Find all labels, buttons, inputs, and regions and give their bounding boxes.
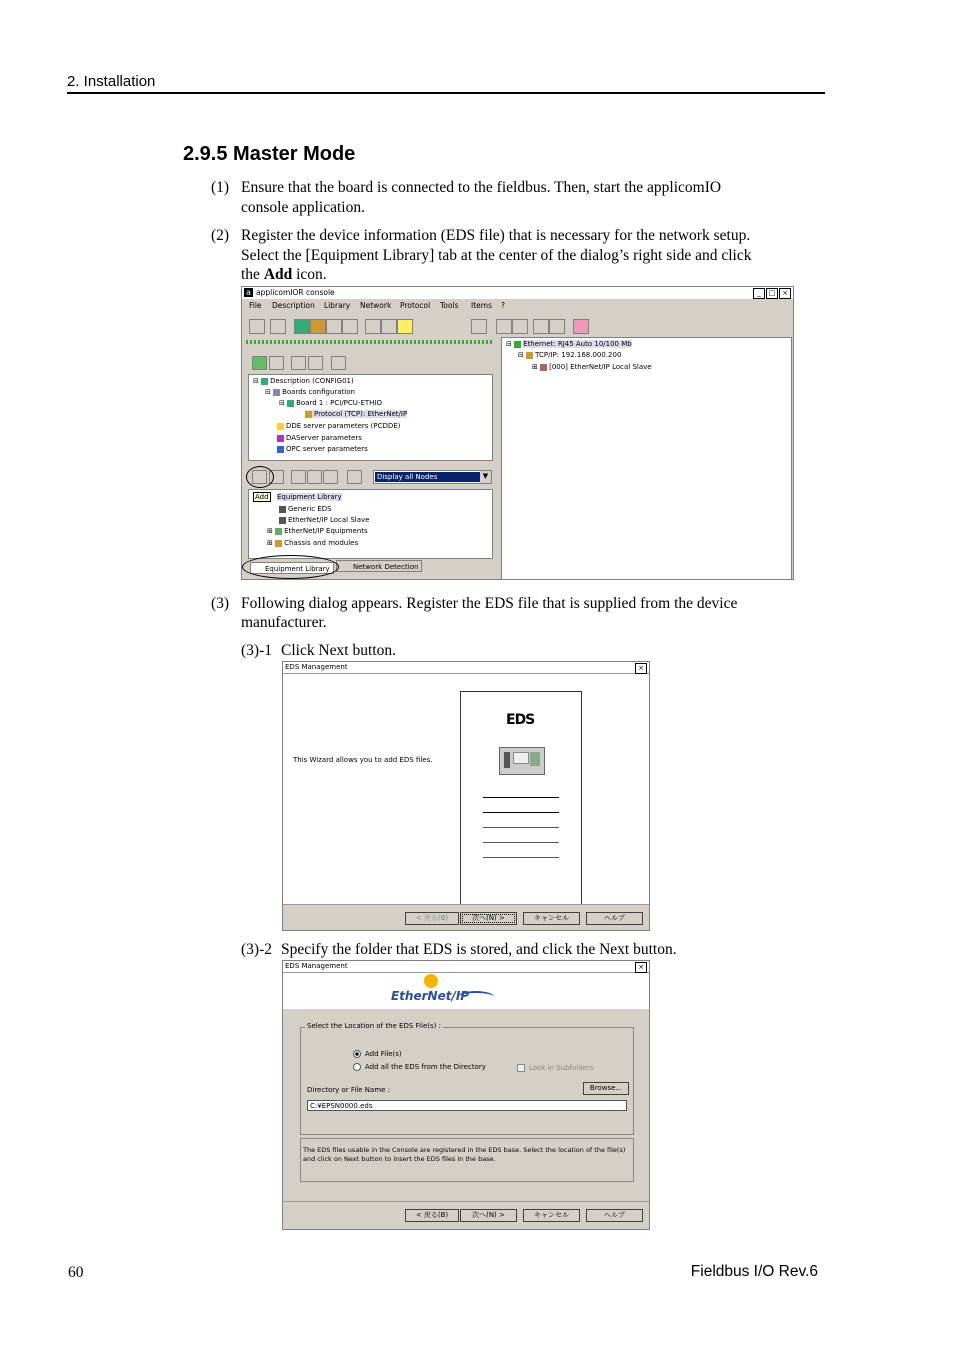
card-line: [483, 857, 559, 858]
path-input[interactable]: C:¥EPSN0000.eds: [307, 1100, 627, 1111]
step-3: [211, 594, 811, 634]
window-icon[interactable]: [365, 319, 381, 334]
eds-wizard-2: [282, 960, 650, 1230]
step-text: console application.: [241, 199, 365, 216]
step-number: (1): [211, 179, 230, 196]
list-icon[interactable]: [533, 319, 549, 334]
console-titlebar: [242, 287, 793, 299]
tree-item[interactable]: EtherNet/IP Local Slave: [279, 516, 369, 524]
filter-select[interactable]: [373, 470, 492, 484]
help-button[interactable]: ヘルプ: [586, 1209, 643, 1222]
browse-button[interactable]: Browse...: [583, 1082, 629, 1095]
eds-wizard-1-title: EDS Management: [285, 663, 348, 671]
tree-item[interactable]: ⊞ Chassis and modules: [267, 539, 359, 547]
save-icon[interactable]: [249, 319, 265, 334]
device-icon: [499, 747, 545, 775]
checkbox-subfolders[interactable]: Look in Subfolders: [517, 1064, 594, 1072]
substep-3-2: [241, 940, 801, 960]
diagnostic-icon[interactable]: [326, 319, 342, 334]
help-text: and click on Next button to insert the EDS files in the base.: [303, 1155, 496, 1163]
header-rule: [67, 92, 825, 94]
step-text: Following dialog appears. Register the EDS file that is supplied from the device: [241, 595, 738, 612]
eds-wizard-2-title: EDS Management: [285, 962, 348, 970]
tree-item[interactable]: ⊟ TCP/IP: 192.168.000.200: [518, 351, 622, 359]
tree-item[interactable]: ⊟ Board 1 : PCI/PCU-ETHIO: [279, 399, 382, 407]
download-icon[interactable]: [310, 319, 326, 334]
edit-icon[interactable]: [291, 470, 306, 484]
grid-icon[interactable]: [512, 319, 528, 334]
chevron-down-icon[interactable]: ▼: [480, 471, 491, 483]
ethernet-ip-logo: EtherNet/IP: [391, 989, 470, 1003]
tree-item[interactable]: DAServer parameters: [277, 434, 362, 442]
camera-icon[interactable]: [342, 319, 358, 334]
help-button[interactable]: ヘルプ: [586, 912, 643, 925]
eds-card-label: EDS: [506, 712, 535, 728]
dir-label: Directory or File Name :: [307, 1086, 391, 1094]
callout-add-ellipse: [246, 466, 274, 488]
step-text: manufacturer.: [241, 614, 327, 631]
menu-help[interactable]: ?: [501, 301, 505, 310]
substep-number: (3)-1: [241, 642, 272, 659]
step-text: the Add icon.: [241, 266, 327, 283]
step-2: [211, 226, 811, 286]
console-title: applicomIOR console: [256, 288, 335, 297]
next-button[interactable]: 次へ(N) >: [460, 1209, 517, 1222]
properties-icon[interactable]: [496, 319, 512, 334]
step-number: (3): [211, 595, 230, 612]
page-number: 60: [68, 1264, 84, 1281]
app-icon: a: [244, 288, 253, 297]
add-keyword: Add: [263, 266, 293, 283]
eds-wizard-2-titlebar: [283, 961, 649, 973]
card-line: [483, 842, 559, 843]
location-group-label: Select the Location of the EDS File(s) :: [307, 1022, 441, 1030]
tree-item[interactable]: ⊞ [000] EtherNet/IP Local Slave: [532, 363, 652, 371]
wizard-button-bar: [283, 904, 649, 931]
card-line: [483, 797, 559, 798]
tree-item[interactable]: ⊟ Description (CONFIG01): [253, 377, 354, 385]
description-tree: [248, 374, 493, 461]
cancel-button[interactable]: キャンセル: [523, 912, 580, 925]
section-heading: 2.9.5 Master Mode: [183, 143, 356, 165]
filter-select-value: Display all Nodes: [375, 472, 480, 482]
tree-item-selected[interactable]: Protocol (TCP): EtherNet/IP: [305, 410, 407, 418]
help-text: The EDS files usable in the Console are registered in the EDS base. Select the location of the file(s): [303, 1146, 626, 1154]
back-button[interactable]: < 戻る(B): [405, 1209, 459, 1222]
tree-item[interactable]: Equipment Library: [277, 493, 342, 501]
separator: [283, 1201, 649, 1202]
close-button[interactable]: ×: [635, 962, 647, 973]
tree-item[interactable]: DDE server parameters (PCDDE): [277, 422, 400, 430]
menu-description[interactable]: Description: [272, 301, 315, 310]
board-icon[interactable]: [269, 356, 284, 370]
tool-icon[interactable]: [573, 319, 589, 334]
maximize-button[interactable]: □: [766, 288, 778, 299]
card-line: [483, 827, 559, 828]
radio-add-directory[interactable]: Add all the EDS from the Directory: [353, 1063, 486, 1071]
paste-icon[interactable]: [308, 356, 323, 370]
substep-number: (3)-2: [241, 941, 272, 958]
network-tree: [501, 337, 792, 580]
grid-view-icon[interactable]: [347, 470, 362, 484]
chart-icon[interactable]: [549, 319, 565, 334]
pane-grip: [246, 340, 493, 344]
print-icon[interactable]: [270, 319, 286, 334]
question-icon[interactable]: [397, 319, 413, 334]
delete-icon[interactable]: [471, 319, 487, 334]
substep-3-1: [241, 641, 741, 661]
running-header: 2. Installation: [67, 73, 156, 90]
tree-item[interactable]: ⊟ Boards configuration: [265, 388, 355, 396]
back-button[interactable]: < 戻る(B): [405, 912, 459, 925]
menu-protocol[interactable]: Protocol: [400, 301, 431, 310]
library-tree: [248, 489, 493, 559]
add-board-icon[interactable]: [252, 356, 267, 370]
menu-library[interactable]: Library: [324, 301, 351, 310]
tree-item[interactable]: ⊞ EtherNet/IP Equipments: [267, 527, 368, 535]
step-text: Register the device information (EDS file) that is necessary for the network setup.: [241, 227, 751, 244]
next-button[interactable]: 次へ(N) >: [460, 912, 517, 925]
substep-text: Click Next button.: [281, 642, 396, 659]
tab-equipment-library[interactable]: Equipment Library: [250, 562, 334, 574]
logo-swoosh: [458, 991, 494, 1003]
menu-network[interactable]: Network: [360, 301, 392, 310]
step-text: Ensure that the board is connected to the fieldbus. Then, start the applicomIO: [241, 179, 722, 196]
logo-sun-icon: [424, 974, 438, 988]
radio-add-files[interactable]: Add File(s): [353, 1050, 402, 1058]
substep-text: Specify the folder that EDS is stored, and click the Next button.: [281, 941, 677, 958]
cancel-button[interactable]: キャンセル: [523, 1209, 580, 1222]
menu-bar: [242, 300, 793, 312]
help-text-box: [300, 1138, 634, 1182]
menu-file[interactable]: File: [249, 301, 262, 310]
search-icon[interactable]: [331, 356, 346, 370]
tree-item[interactable]: Generic EDS: [279, 505, 332, 513]
split-window-icon[interactable]: [381, 319, 397, 334]
minimize-button[interactable]: _: [753, 288, 765, 299]
export-icon[interactable]: [323, 470, 338, 484]
menu-tools[interactable]: Tools: [440, 301, 459, 310]
close-button[interactable]: ×: [635, 663, 647, 674]
close-button[interactable]: ×: [779, 288, 791, 299]
card-line: [483, 812, 559, 813]
connect-icon[interactable]: [294, 319, 310, 334]
tree-item[interactable]: ⊟ Ethernet: RJ45 Auto 10/100 Mb: [506, 340, 632, 348]
wizard-message: This Wizard allows you to add EDS files.: [293, 756, 433, 764]
callout-tab-ellipse: [242, 555, 339, 579]
add-tooltip: Add: [255, 493, 269, 501]
tab-network-detection[interactable]: Network Detection: [336, 560, 422, 572]
wizard-banner: [283, 973, 649, 1009]
eds-wizard-1: [282, 661, 650, 931]
menu-items[interactable]: Items: [471, 301, 492, 310]
step-text: Select the [Equipment Library] tab at the center of the dialog’s right side and click: [241, 247, 752, 264]
arrow-right-icon[interactable]: [307, 470, 322, 484]
location-group: [300, 1022, 634, 1135]
console-window: [241, 286, 794, 580]
copy-icon[interactable]: [291, 356, 306, 370]
eds-card: [460, 691, 582, 905]
tree-item[interactable]: OPC server parameters: [277, 445, 368, 453]
document-title: Fieldbus I/O Rev.6: [690, 1263, 818, 1280]
step-1: [211, 178, 811, 218]
step-number: (2): [211, 227, 230, 244]
eds-wizard-1-titlebar: [283, 662, 649, 674]
